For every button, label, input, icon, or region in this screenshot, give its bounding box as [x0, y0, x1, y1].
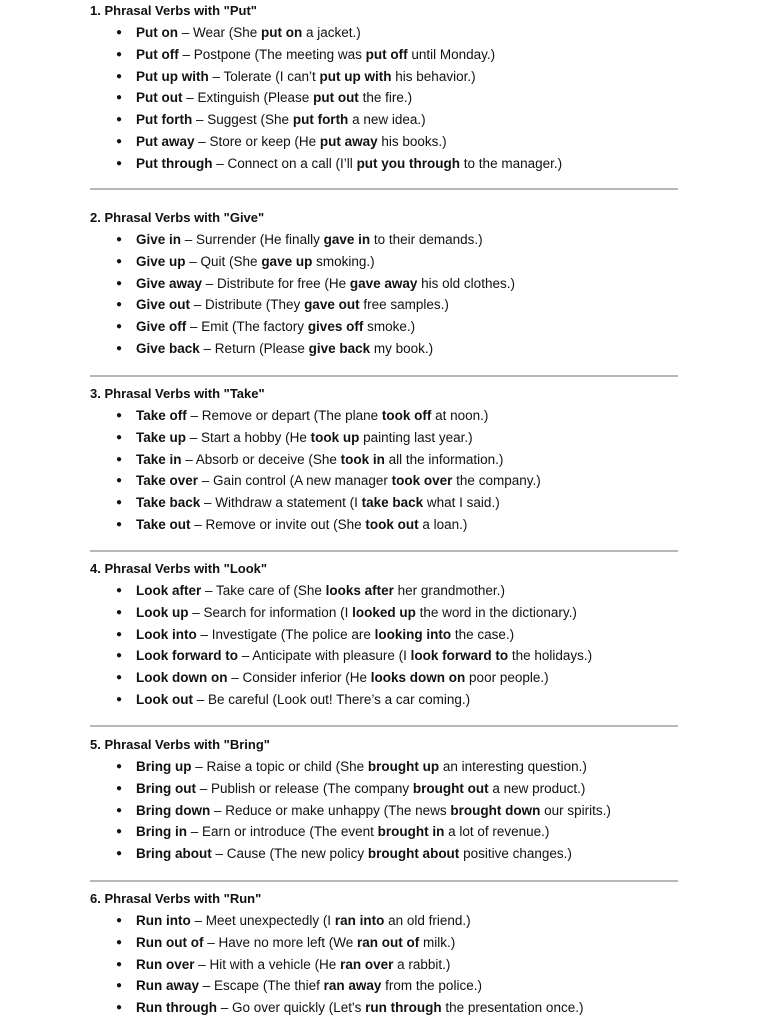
- phrasal-verb: Bring in: [136, 824, 187, 840]
- phrasal-verb: Put on: [136, 25, 178, 40]
- example-rest: smoking.): [312, 253, 375, 269]
- phrasal-verb-list: [90, 24, 678, 173]
- example-verb: gave in: [323, 232, 371, 247]
- meaning-text: – Cause (The new policy: [211, 846, 368, 862]
- meaning-text: – Gain control (A new manager: [198, 473, 392, 489]
- list-item: [90, 318, 678, 336]
- bullet-icon: ●: [116, 497, 123, 509]
- example-verb: gives off: [307, 319, 364, 335]
- example-rest: my book.): [370, 340, 434, 356]
- example-rest: the company.): [452, 473, 541, 489]
- bullet-icon: ●: [116, 277, 123, 289]
- bullet-icon: ●: [116, 518, 123, 530]
- phrasal-verb: Look down on: [136, 670, 228, 686]
- phrasal-verb: Run through: [136, 1000, 217, 1016]
- phrasal-verb: Bring up: [136, 759, 192, 774]
- list-item: [90, 133, 678, 151]
- example-verb: look forward to: [410, 648, 509, 664]
- phrasal-verb: Put through: [136, 155, 213, 171]
- phrasal-verb: Take up: [136, 429, 187, 445]
- example-verb: brought out: [412, 780, 489, 796]
- meaning-text: – Quit (She: [185, 253, 262, 269]
- meaning-text: – Return (Please: [199, 340, 309, 356]
- meaning-text: – Investigate (The police are: [196, 626, 375, 642]
- example-verb: brought about: [367, 846, 460, 862]
- meaning-text: – Emit (The factory: [186, 319, 308, 335]
- example-rest: to their demands.): [370, 232, 483, 247]
- phrasal-verb: Take off: [136, 408, 187, 423]
- meaning-text: – Suggest (She: [192, 112, 293, 128]
- section-4: [90, 560, 678, 713]
- example-rest: poor people.): [465, 670, 549, 686]
- list-item: [90, 429, 678, 447]
- meaning-text: – Connect on a call (I’ll: [212, 155, 357, 171]
- section-6: [90, 890, 678, 1021]
- example-verb: gave out: [304, 297, 360, 313]
- list-item: [90, 626, 678, 644]
- section-title: 1. Phrasal Verbs with "Put": [90, 3, 257, 18]
- section-title: 3. Phrasal Verbs with "Take": [90, 386, 265, 401]
- phrasal-verb: Give up: [136, 253, 186, 269]
- list-item: [90, 494, 678, 512]
- example-rest: until Monday.): [407, 46, 496, 62]
- example-verb: put forth: [292, 112, 349, 128]
- phrasal-verb: Take back: [136, 495, 201, 511]
- bullet-icon: ●: [116, 70, 123, 82]
- example-rest: at noon.): [431, 408, 489, 423]
- section-title: 2. Phrasal Verbs with "Give": [90, 210, 265, 225]
- phrasal-verb: Put out: [136, 90, 183, 106]
- list-item: [90, 912, 678, 930]
- example-rest: a rabbit.): [393, 956, 451, 972]
- example-verb: took up: [310, 429, 360, 445]
- example-verb: gave up: [261, 253, 313, 269]
- example-rest: an interesting question.): [439, 759, 587, 774]
- phrasal-verb: Look after: [136, 583, 202, 598]
- example-verb: run through: [365, 1000, 442, 1016]
- example-rest: to the manager.): [460, 155, 563, 171]
- meaning-text: – Publish or release (The company: [196, 780, 413, 796]
- bullet-icon: ●: [116, 453, 123, 465]
- phrasal-verb: Run over: [136, 956, 195, 972]
- meaning-text: – Have no more left (We: [203, 934, 358, 950]
- bullet-icon: ●: [116, 848, 123, 860]
- phrasal-verb-list: [90, 912, 678, 1017]
- section-title: 5. Phrasal Verbs with "Bring": [90, 737, 270, 752]
- example-verb: looks after: [325, 583, 394, 598]
- example-rest: a new product.): [488, 780, 586, 796]
- example-rest: what I said.): [423, 495, 500, 511]
- phrasal-verb: Put forth: [136, 112, 193, 128]
- example-verb: ran out of: [357, 934, 420, 950]
- example-rest: her grandmother.): [393, 583, 505, 598]
- phrasal-verb: Take over: [136, 473, 199, 489]
- bullet-icon: ●: [116, 157, 123, 169]
- list-item: [90, 956, 678, 974]
- example-verb: looked up: [352, 604, 416, 620]
- meaning-text: – Go over quickly (Let's: [216, 1000, 366, 1016]
- bullet-icon: ●: [116, 980, 123, 992]
- meaning-text: – Meet unexpectedly (I: [190, 913, 335, 928]
- bullet-icon: ●: [116, 782, 123, 794]
- example-rest: smoke.): [363, 319, 416, 335]
- example-verb: took in: [340, 451, 385, 467]
- bullet-icon: ●: [116, 804, 123, 816]
- bullet-icon: ●: [116, 693, 123, 705]
- meaning-text: – Remove or invite out (She: [190, 516, 366, 532]
- meaning-text: – Consider inferior (He: [227, 670, 371, 686]
- list-item: [90, 691, 678, 709]
- example-rest: milk.): [419, 934, 456, 950]
- phrasal-verb-list: [90, 758, 678, 863]
- phrasal-verb: Give back: [136, 340, 200, 356]
- bullet-icon: ●: [116, 606, 123, 618]
- meaning-text: – Anticipate with pleasure (I: [238, 648, 411, 664]
- bullet-icon: ●: [116, 299, 123, 311]
- list-item: [90, 451, 678, 469]
- bullet-icon: ●: [116, 958, 123, 970]
- phrasal-verb: Look out: [136, 691, 193, 707]
- bullet-icon: ●: [116, 342, 123, 354]
- example-rest: the presentation once.): [441, 1000, 584, 1016]
- phrasal-verb: Look up: [136, 604, 189, 620]
- list-item: [90, 823, 678, 841]
- bullet-icon: ●: [116, 92, 123, 104]
- meaning-text: – Raise a topic or child (She: [191, 759, 368, 774]
- bullet-icon: ●: [116, 321, 123, 333]
- example-verb: put away: [319, 133, 378, 149]
- phrasal-verb-list: [90, 231, 678, 358]
- phrasal-verb: Give in: [136, 232, 182, 247]
- example-rest: his books.): [377, 133, 447, 149]
- example-rest: a lot of revenue.): [444, 824, 550, 840]
- list-item: [90, 296, 678, 314]
- phrasal-verb: Run into: [136, 913, 191, 928]
- example-rest: his behavior.): [391, 68, 476, 84]
- example-rest: the holidays.): [508, 648, 593, 664]
- bullet-icon: ●: [116, 48, 123, 60]
- bullet-icon: ●: [116, 255, 123, 267]
- phrasal-verb: Bring about: [136, 846, 212, 862]
- meaning-text: – Store or keep (He: [194, 133, 320, 149]
- bullet-icon: ●: [116, 936, 123, 948]
- meaning-text: – Wear (She: [178, 25, 262, 40]
- phrasal-verb-list: [90, 582, 678, 709]
- example-verb: took out: [365, 516, 419, 532]
- bullet-icon: ●: [116, 410, 123, 421]
- phrasal-verb: Bring down: [136, 802, 211, 818]
- bullet-icon: ●: [116, 1002, 123, 1014]
- example-rest: positive changes.): [459, 846, 572, 862]
- meaning-text: – Start a hobby (He: [186, 429, 311, 445]
- example-verb: brought in: [377, 824, 445, 840]
- example-rest: free samples.): [359, 297, 449, 313]
- example-rest: a loan.): [418, 516, 468, 532]
- list-item: [90, 516, 678, 534]
- section-divider: [90, 725, 678, 727]
- meaning-text: – Distribute (They: [190, 297, 305, 313]
- example-rest: an old friend.): [384, 913, 471, 928]
- bullet-icon: ●: [116, 650, 123, 662]
- list-item: [90, 604, 678, 622]
- example-rest: all the information.): [384, 451, 504, 467]
- example-rest: the fire.): [358, 90, 413, 106]
- bullet-icon: ●: [116, 826, 123, 838]
- phrasal-verb: Bring out: [136, 780, 196, 796]
- meaning-text: – Reduce or make unhappy (The news: [210, 802, 451, 818]
- list-item: [90, 999, 678, 1017]
- phrasal-verb: Run out of: [136, 934, 204, 950]
- example-verb: put up with: [319, 68, 392, 84]
- phrasal-verb: Give off: [136, 319, 187, 335]
- phrasal-verb: Give away: [136, 275, 203, 291]
- list-item: [90, 275, 678, 293]
- section-divider: [90, 880, 678, 882]
- example-rest: painting last year.): [359, 429, 473, 445]
- section-2: [90, 209, 678, 362]
- phrasal-verb: Put away: [136, 133, 195, 149]
- example-verb: put out: [313, 90, 359, 106]
- meaning-text: – Search for information (I: [188, 604, 353, 620]
- list-item: [90, 407, 678, 425]
- bullet-icon: ●: [116, 628, 123, 640]
- example-verb: ran over: [340, 956, 394, 972]
- meaning-text: – Withdraw a statement (I: [200, 495, 362, 511]
- list-item: [90, 155, 678, 173]
- phrasal-verb: Give out: [136, 297, 191, 313]
- list-item: [90, 934, 678, 952]
- bullet-icon: ●: [116, 135, 123, 147]
- list-item: [90, 111, 678, 129]
- meaning-text: – Postpone (The meeting was: [178, 46, 366, 62]
- phrasal-verb: Put up with: [136, 68, 209, 84]
- list-item: [90, 647, 678, 665]
- example-rest: the word in the dictionary.): [415, 604, 577, 620]
- example-rest: from the police.): [381, 978, 482, 994]
- bullet-icon: ●: [116, 915, 123, 926]
- section-5: [90, 736, 678, 867]
- list-item: [90, 24, 678, 42]
- meaning-text: – Distribute for free (He: [202, 275, 350, 291]
- list-item: [90, 472, 678, 490]
- example-verb: put on: [261, 25, 303, 40]
- bullet-icon: ●: [116, 431, 123, 443]
- example-rest: the case.): [451, 626, 515, 642]
- example-verb: gave away: [349, 275, 418, 291]
- meaning-text: – Remove or depart (The plane: [186, 408, 382, 423]
- example-verb: take back: [361, 495, 424, 511]
- example-rest: a jacket.): [302, 25, 361, 40]
- section-3: [90, 385, 678, 538]
- list-item: [90, 669, 678, 687]
- example-verb: took off: [381, 408, 432, 423]
- example-verb: ran into: [334, 913, 385, 928]
- phrasal-verb: Put off: [136, 46, 179, 62]
- phrasal-verb: Look into: [136, 626, 197, 642]
- section-divider: [90, 550, 678, 552]
- meaning-text: – Hit with a vehicle (He: [194, 956, 341, 972]
- section-title: 6. Phrasal Verbs with "Run": [90, 891, 262, 906]
- list-item: [90, 758, 678, 776]
- meaning-text: – Tolerate (I can’t: [208, 68, 320, 84]
- meaning-text: – Surrender (He finally: [181, 232, 324, 247]
- list-item: [90, 46, 678, 64]
- example-rest: his old clothes.): [417, 275, 515, 291]
- section-1: [90, 2, 678, 177]
- list-item: [90, 845, 678, 863]
- list-item: [90, 802, 678, 820]
- bullet-icon: ●: [116, 475, 123, 487]
- bullet-icon: ●: [116, 114, 123, 126]
- phrasal-verb: Look forward to: [136, 648, 238, 664]
- example-verb: ran away: [323, 978, 382, 994]
- example-verb: brought up: [367, 759, 440, 774]
- list-item: [90, 780, 678, 798]
- list-item: [90, 231, 678, 249]
- phrasal-verb: Take out: [136, 516, 191, 532]
- phrasal-verb: Take in: [136, 451, 182, 467]
- list-item: [90, 68, 678, 86]
- bullet-icon: ●: [116, 672, 123, 684]
- meaning-text: – Escape (The thief: [199, 978, 324, 994]
- bullet-icon: ●: [116, 234, 123, 245]
- example-verb: took over: [391, 473, 453, 489]
- example-verb: put off: [365, 46, 408, 62]
- list-item: [90, 253, 678, 271]
- section-divider: [90, 188, 678, 190]
- meaning-text: – Take care of (She: [201, 583, 326, 598]
- phrasal-verb-list: [90, 407, 678, 534]
- meaning-text: – Absorb or deceive (She: [181, 451, 341, 467]
- bullet-icon: ●: [116, 27, 123, 38]
- phrasal-verb: Run away: [136, 978, 200, 994]
- example-rest: a new idea.): [348, 112, 426, 128]
- example-verb: looks down on: [370, 670, 466, 686]
- list-item: [90, 582, 678, 600]
- bullet-icon: ●: [116, 585, 123, 596]
- example-rest: our spirits.): [540, 802, 611, 818]
- bullet-icon: ●: [116, 761, 123, 772]
- example-verb: put you through: [356, 155, 461, 171]
- example-verb: brought down: [450, 802, 541, 818]
- list-item: [90, 340, 678, 358]
- section-title: 4. Phrasal Verbs with "Look": [90, 561, 268, 576]
- meaning-text: – Earn or introduce (The event: [187, 824, 378, 840]
- section-divider: [90, 375, 678, 377]
- meaning-text: – Be careful (Look out! There’s a car coming.): [193, 691, 471, 707]
- example-verb: give back: [308, 340, 371, 356]
- list-item: [90, 89, 678, 107]
- example-verb: looking into: [374, 626, 452, 642]
- list-item: [90, 977, 678, 995]
- meaning-text: – Extinguish (Please: [182, 90, 314, 106]
